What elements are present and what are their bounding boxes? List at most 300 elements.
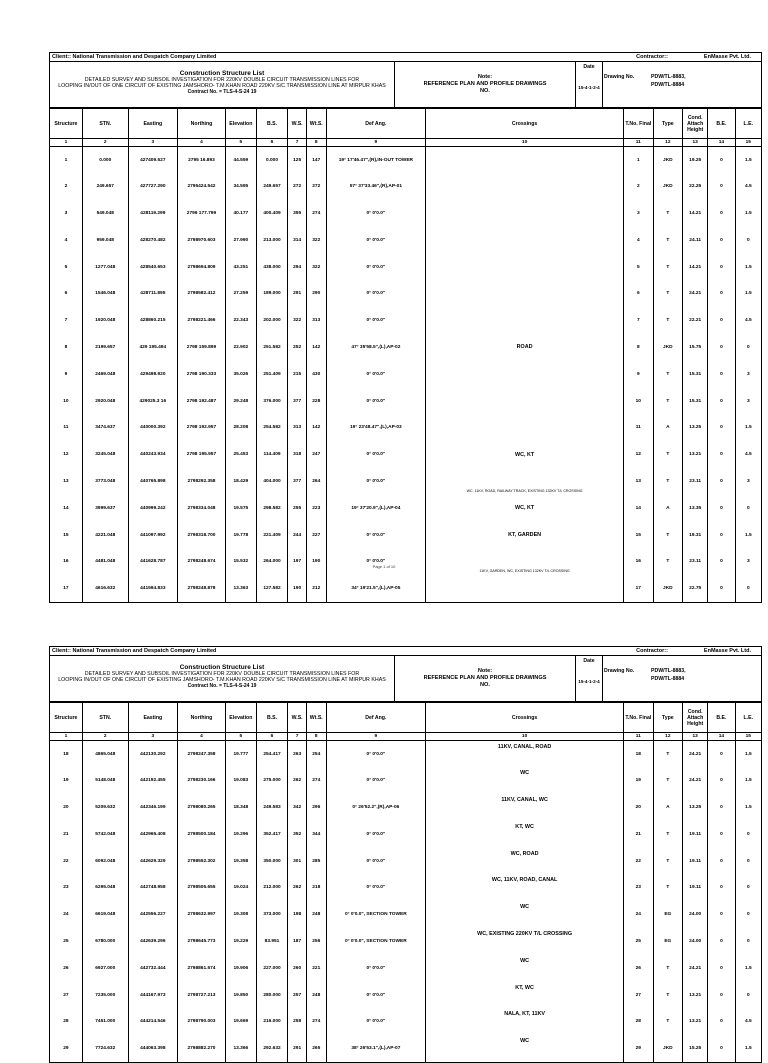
drawing-block xyxy=(603,62,761,107)
height-cell: 13.21 xyxy=(683,1008,708,1035)
height-cell: 19.25 xyxy=(683,147,708,174)
tno-cell: 26 xyxy=(624,955,654,982)
wts-cell: 212 xyxy=(306,575,326,602)
note-block xyxy=(395,62,576,107)
def-angle-cell: 38° 26'53.1",(L),AP-07 xyxy=(326,1035,426,1062)
structure-cell: 18 xyxy=(50,741,83,768)
note-label: Note: xyxy=(477,74,493,80)
le-cell: 0 xyxy=(735,848,761,875)
column-number: 11 xyxy=(624,139,654,147)
column-number: 11 xyxy=(624,733,654,741)
table-row xyxy=(50,767,762,794)
le-cell: 1.5 xyxy=(735,741,761,768)
le-cell: 1.5 xyxy=(735,280,761,307)
tno-cell: 16 xyxy=(624,548,654,575)
bs-cell: 251.409 xyxy=(256,361,288,388)
elevation-cell: 19.296 xyxy=(226,821,257,848)
column-number: 2 xyxy=(82,139,128,147)
stn-cell: 6780.000 xyxy=(82,928,128,955)
bs-cell: 264.000 xyxy=(256,548,288,575)
ws-cell: 314 xyxy=(288,227,307,254)
easting-cell: 442629.329 xyxy=(128,848,177,875)
elevation-cell: 34.595 xyxy=(226,173,257,200)
column-number: 7 xyxy=(288,139,307,147)
structure-cell: 23 xyxy=(50,874,83,901)
column-number: 1 xyxy=(50,733,83,741)
ws-cell: 187 xyxy=(288,928,307,955)
column-header: Northing xyxy=(177,703,225,733)
table-row xyxy=(50,280,762,307)
crossings-cell xyxy=(426,955,624,982)
crossing-text: NALA, KT, 11KV xyxy=(504,1011,545,1018)
table-row xyxy=(50,227,762,254)
tno-cell: 15 xyxy=(624,522,654,549)
table-row xyxy=(50,821,762,848)
crossings-cell xyxy=(426,821,624,848)
easting-cell: 442732.444 xyxy=(128,955,177,982)
crossings-cell xyxy=(426,334,624,361)
def-angle-cell: 0° 0'0.0" xyxy=(326,441,426,468)
wts-cell: 265 xyxy=(306,1035,326,1062)
type-cell: T xyxy=(653,955,683,982)
column-number: 5 xyxy=(226,733,257,741)
type-cell: T xyxy=(653,468,683,495)
be-cell: 0 xyxy=(708,147,735,174)
le-cell: 4.5 xyxy=(735,173,761,200)
be-cell: 0 xyxy=(708,901,735,928)
structure-cell: 12 xyxy=(50,441,83,468)
sheet-header xyxy=(49,62,762,108)
crossing-text: KT, GARDEN xyxy=(508,532,542,539)
easting-cell: 442748.958 xyxy=(128,874,177,901)
tno-cell: 25 xyxy=(624,928,654,955)
crossing-text: WC, KT xyxy=(515,505,535,512)
table-row xyxy=(50,173,762,200)
structure-table-page-1 xyxy=(49,108,762,603)
column-number: 14 xyxy=(708,139,735,147)
column-header: Cond. Attach Height xyxy=(683,703,708,733)
elevation-cell: 19.358 xyxy=(226,848,257,875)
type-cell: T xyxy=(653,307,683,334)
date-label: Date xyxy=(583,64,595,70)
le-cell: 1.5 xyxy=(735,254,761,281)
northing-cell: 2798 192.487 xyxy=(177,388,225,415)
stn-cell: 4481.048 xyxy=(82,548,128,575)
column-number: 5 xyxy=(226,139,257,147)
easting-cell: 442556.227 xyxy=(128,901,177,928)
stn-cell: 1920.048 xyxy=(82,307,128,334)
note-label: Note: xyxy=(477,668,493,674)
sheet-title: Construction Structure List xyxy=(179,664,265,671)
def-angle-cell: 0° 0'0.0" xyxy=(326,254,426,281)
def-angle-cell: 0° 0'0.0" xyxy=(326,307,426,334)
type-cell: T xyxy=(653,741,683,768)
column-number: 7 xyxy=(288,733,307,741)
def-angle-cell: 19° 17'46.47",(R),IN-OUT TOWER xyxy=(326,147,426,174)
crossing-text: KT, WC xyxy=(515,823,534,830)
height-cell: 14.21 xyxy=(683,200,708,227)
table-row xyxy=(50,495,762,522)
crossing-text: WC xyxy=(520,957,530,964)
table-row xyxy=(50,147,762,174)
wts-cell: 221 xyxy=(306,955,326,982)
column-number: 6 xyxy=(256,139,288,147)
column-header: B.S. xyxy=(256,109,288,139)
table-row xyxy=(50,982,762,1009)
ws-cell: 197 xyxy=(288,548,307,575)
be-cell: 0 xyxy=(708,334,735,361)
type-cell: A xyxy=(653,495,683,522)
northing-cell: 2798861.574 xyxy=(177,955,225,982)
stn-cell: 7451.000 xyxy=(82,1008,128,1035)
be-cell: 0 xyxy=(708,307,735,334)
column-header: Cond. Attach Height xyxy=(683,109,708,139)
easting-cell: 428860.215 xyxy=(128,307,177,334)
northing-cell: 2798727.213 xyxy=(177,982,225,1009)
wts-cell: 296 xyxy=(306,794,326,821)
table-body xyxy=(50,147,762,603)
ws-cell: 244 xyxy=(288,522,307,549)
crossing-note: 11KV, GARDEN, WC, EXISTING 132KV T/L CROSSING xyxy=(479,569,570,574)
sheet-page-1 xyxy=(49,52,762,603)
structure-cell: 21 xyxy=(50,821,83,848)
tno-cell: 28 xyxy=(624,1008,654,1035)
height-cell: 22.75 xyxy=(683,575,708,602)
be-cell: 0 xyxy=(708,468,735,495)
def-angle-cell: 0° 0'0.0", SECTION TOWER xyxy=(326,901,426,928)
le-cell: 1.5 xyxy=(735,414,761,441)
column-number: 2 xyxy=(82,733,128,741)
crossing-text: ROAD xyxy=(516,344,533,351)
stn-cell: 4221.048 xyxy=(82,522,128,549)
stn-cell: 2920.048 xyxy=(82,388,128,415)
tno-cell: 2 xyxy=(624,173,654,200)
northing-cell: 2795 16.893 xyxy=(177,147,225,174)
column-number: 15 xyxy=(735,733,761,741)
elevation-cell: 19.778 xyxy=(226,522,257,549)
easting-cell: 440000.392 xyxy=(128,414,177,441)
crossings-cell xyxy=(426,173,624,200)
be-cell: 0 xyxy=(708,388,735,415)
le-cell: 4.5 xyxy=(735,307,761,334)
column-header: W.S. xyxy=(288,703,307,733)
ws-cell: 190 xyxy=(288,575,307,602)
type-cell: JKD xyxy=(653,173,683,200)
def-angle-cell: 0° 0'0.0" xyxy=(326,741,426,768)
easting-cell: 441628.787 xyxy=(128,548,177,575)
crossings-cell xyxy=(426,741,624,768)
column-header: Easting xyxy=(128,109,177,139)
contractor-info xyxy=(636,53,751,61)
crossings-cell xyxy=(426,147,624,174)
bs-cell: 292.632 xyxy=(256,1035,288,1062)
crossings-cell xyxy=(426,307,624,334)
table-row xyxy=(50,548,762,575)
contract-number: Contract No. = TLS-4-S-24 19 xyxy=(187,683,257,690)
def-angle-cell: 0° 0'0.0" xyxy=(326,1008,426,1035)
structure-cell: 19 xyxy=(50,767,83,794)
le-cell: 0 xyxy=(735,901,761,928)
height-cell: 19.31 xyxy=(683,522,708,549)
table-row xyxy=(50,254,762,281)
crossings-cell xyxy=(426,874,624,901)
ws-cell: 215 xyxy=(288,361,307,388)
sheet-page-2 xyxy=(49,646,762,1063)
column-number: 8 xyxy=(306,139,326,147)
ws-cell: 262 xyxy=(288,874,307,901)
wts-cell: 218 xyxy=(306,874,326,901)
elevation-cell: 19.308 xyxy=(226,901,257,928)
crossings-cell xyxy=(426,901,624,928)
table-row xyxy=(50,848,762,875)
ws-cell: 352 xyxy=(288,821,307,848)
elevation-cell: 40.177 xyxy=(226,200,257,227)
le-cell: 1.5 xyxy=(735,767,761,794)
table-row xyxy=(50,741,762,768)
column-number: 3 xyxy=(128,139,177,147)
column-header-row xyxy=(50,109,762,139)
column-number: 4 xyxy=(177,733,225,741)
elevation-cell: 19.777 xyxy=(226,741,257,768)
be-cell: 0 xyxy=(708,254,735,281)
column-header: Northing xyxy=(177,109,225,139)
column-header: Wt.S. xyxy=(306,703,326,733)
bs-cell: 189.000 xyxy=(256,280,288,307)
column-number-row xyxy=(50,139,762,147)
height-cell: 15.31 xyxy=(683,388,708,415)
structure-cell: 15 xyxy=(50,522,83,549)
column-number: 15 xyxy=(735,139,761,147)
type-cell: T xyxy=(653,874,683,901)
height-cell: 19.11 xyxy=(683,848,708,875)
crossings-cell xyxy=(426,1035,624,1062)
bs-cell: 227.000 xyxy=(256,955,288,982)
bs-cell: 438.000 xyxy=(256,254,288,281)
easting-cell: 429498.920 xyxy=(128,361,177,388)
def-angle-cell: 34° 19'21.5",(L),AP-05 xyxy=(326,575,426,602)
column-number: 1 xyxy=(50,139,83,147)
column-header: L.E. xyxy=(735,703,761,733)
column-header: Type xyxy=(653,109,683,139)
table-row xyxy=(50,468,762,495)
def-angle-cell: 0° 0'0.0" xyxy=(326,548,426,575)
northing-cell: 2798 192.957 xyxy=(177,414,225,441)
bs-cell: 127.582 xyxy=(256,575,288,602)
structure-cell: 28 xyxy=(50,1008,83,1035)
date-value: 15-4-1-2-4 xyxy=(578,84,600,90)
crossing-text: 11KV, CANAL, WC xyxy=(501,797,548,804)
table-row xyxy=(50,334,762,361)
easting-cell: 441097.992 xyxy=(128,522,177,549)
table-body xyxy=(50,741,762,1063)
structure-cell: 20 xyxy=(50,794,83,821)
tno-cell: 4 xyxy=(624,227,654,254)
ws-cell: 291 xyxy=(288,280,307,307)
def-angle-cell: 47° 35'58.5",(L),AP-02 xyxy=(326,334,426,361)
bs-cell: 298.582 xyxy=(256,495,288,522)
wts-cell: 227 xyxy=(306,522,326,549)
type-cell: T xyxy=(653,821,683,848)
def-angle-cell: 0° 0'0.0" xyxy=(326,280,426,307)
note-block xyxy=(395,656,576,701)
ws-cell: 313 xyxy=(288,414,307,441)
drawing-label: Drawing No. xyxy=(604,74,635,80)
column-number: 13 xyxy=(683,733,708,741)
ws-cell: 262 xyxy=(288,767,307,794)
column-header: STN. xyxy=(82,109,128,139)
drawing-number-1: PDW/TL-8883, xyxy=(651,74,686,80)
stn-cell: 959.048 xyxy=(82,227,128,254)
northing-cell: 2798247.358 xyxy=(177,741,225,768)
wts-cell: 190 xyxy=(306,548,326,575)
table-row xyxy=(50,200,762,227)
easting-cell: 427727.290 xyxy=(128,173,177,200)
column-number: 10 xyxy=(426,733,624,741)
def-angle-cell: 0° 0'0.0" xyxy=(326,874,426,901)
elevation-cell: 44.559 xyxy=(226,147,257,174)
be-cell: 0 xyxy=(708,522,735,549)
northing-cell: 2795424.542 xyxy=(177,173,225,200)
elevation-cell: 19.575 xyxy=(226,495,257,522)
def-angle-cell: 0° 0'0.0" xyxy=(326,468,426,495)
le-cell: 1.5 xyxy=(735,522,761,549)
structure-cell: 3 xyxy=(50,200,83,227)
ws-cell: 257 xyxy=(288,982,307,1009)
def-angle-cell: 0° 0'0.0" xyxy=(326,200,426,227)
stn-cell: 5148.048 xyxy=(82,767,128,794)
def-angle-cell: 19° 37'20.9",(L),AP-04 xyxy=(326,495,426,522)
bs-cell: 280.000 xyxy=(256,982,288,1009)
elevation-cell: 18.348 xyxy=(226,794,257,821)
crossings-cell xyxy=(426,200,624,227)
bs-cell: 400.409 xyxy=(256,200,288,227)
elevation-cell: 27.990 xyxy=(226,227,257,254)
be-cell: 0 xyxy=(708,1035,735,1062)
column-header: Def Ang. xyxy=(326,703,426,733)
easting-cell: 444214.546 xyxy=(128,1008,177,1035)
wts-cell: 344 xyxy=(306,821,326,848)
height-cell: 15.31 xyxy=(683,361,708,388)
le-cell: 1.5 xyxy=(735,955,761,982)
column-header: L.E. xyxy=(735,109,761,139)
contractor-info xyxy=(636,647,751,655)
wts-cell: 142 xyxy=(306,414,326,441)
column-header: B.E. xyxy=(708,703,735,733)
ws-cell: 322 xyxy=(288,307,307,334)
bs-cell: 221.409 xyxy=(256,522,288,549)
type-cell: JKD xyxy=(653,334,683,361)
structure-cell: 25 xyxy=(50,928,83,955)
stn-cell: 6619.048 xyxy=(82,901,128,928)
drawing-number-1: PDW/TL-8883, xyxy=(651,668,686,674)
le-cell: 3 xyxy=(735,468,761,495)
crossings-cell xyxy=(426,848,624,875)
type-cell: T xyxy=(653,522,683,549)
northing-cell: 2798552.302 xyxy=(177,848,225,875)
northing-cell: 2798505.655 xyxy=(177,874,225,901)
type-cell: T xyxy=(653,227,683,254)
tno-cell: 3 xyxy=(624,200,654,227)
description-line-2: LOOPING IN/OUT OF ONE CIRCUIT OF EXISTING JAMSHORO- T.M.KHAN ROAD 220KV S/C TRANSMISSION LINE AT MIRPUR KHAS xyxy=(58,83,386,90)
height-cell: 19.11 xyxy=(683,821,708,848)
tno-cell: 23 xyxy=(624,874,654,901)
be-cell: 0 xyxy=(708,874,735,901)
height-cell: 24.11 xyxy=(683,227,708,254)
elevation-cell: 19.669 xyxy=(226,1008,257,1035)
height-cell: 22.25 xyxy=(683,173,708,200)
wts-cell: 285 xyxy=(306,848,326,875)
tno-cell: 17 xyxy=(624,575,654,602)
note-text-2: NO. xyxy=(480,88,490,94)
column-header: B.E. xyxy=(708,109,735,139)
height-cell: 13.21 xyxy=(683,441,708,468)
table-row xyxy=(50,575,762,602)
northing-cell: 2798248.674 xyxy=(177,548,225,575)
drawing-values xyxy=(643,74,686,107)
client-label: Client:: National Transmission and Despatch Company Limited xyxy=(52,648,217,654)
be-cell: 0 xyxy=(708,928,735,955)
drawing-block xyxy=(603,656,761,701)
tno-cell: 1 xyxy=(624,147,654,174)
type-cell: A xyxy=(653,794,683,821)
northing-cell: 2798500.184 xyxy=(177,821,225,848)
structure-cell: 1 xyxy=(50,147,83,174)
crossings-cell xyxy=(426,794,624,821)
crossings-cell xyxy=(426,928,624,955)
le-cell: 0 xyxy=(735,874,761,901)
le-cell: 1.5 xyxy=(735,794,761,821)
northing-cell: 2798 190.333 xyxy=(177,361,225,388)
northing-cell: 2798694.809 xyxy=(177,254,225,281)
contractor-value: EnMasse Pvt. Ltd. xyxy=(703,54,751,60)
easting-cell: 444063.398 xyxy=(128,1035,177,1062)
drawing-values xyxy=(643,668,686,701)
column-header: W.S. xyxy=(288,109,307,139)
structure-cell: 22 xyxy=(50,848,83,875)
table-row xyxy=(50,928,762,955)
elevation-cell: 13.363 xyxy=(226,575,257,602)
ws-cell: 377 xyxy=(288,388,307,415)
easting-cell: 444167.973 xyxy=(128,982,177,1009)
easting-cell: 427409.527 xyxy=(128,147,177,174)
elevation-cell: 22.902 xyxy=(226,334,257,361)
tno-cell: 18 xyxy=(624,741,654,768)
def-angle-cell: 0° 0'0.0", SECTION TOWER xyxy=(326,928,426,955)
be-cell: 0 xyxy=(708,173,735,200)
tno-cell: 19 xyxy=(624,767,654,794)
crossings-cell xyxy=(426,468,624,495)
bs-cell: 373.000 xyxy=(256,901,288,928)
crossing-text: WC, KT xyxy=(515,451,535,458)
height-cell: 14.21 xyxy=(683,254,708,281)
height-cell: 13.35 xyxy=(683,495,708,522)
column-number: 12 xyxy=(653,733,683,741)
tno-cell: 29 xyxy=(624,1035,654,1062)
tno-cell: 8 xyxy=(624,334,654,361)
ws-cell: 294 xyxy=(288,254,307,281)
wts-cell: 322 xyxy=(306,254,326,281)
stn-cell: 3999.637 xyxy=(82,495,128,522)
structure-cell: 11 xyxy=(50,414,83,441)
easting-cell: 428270.482 xyxy=(128,227,177,254)
wts-cell: 430 xyxy=(306,361,326,388)
stn-cell: 0.000 xyxy=(82,147,128,174)
column-header: Elevation xyxy=(226,109,257,139)
bs-cell: 114.409 xyxy=(256,441,288,468)
easting-cell: 428540.653 xyxy=(128,254,177,281)
le-cell: 3 xyxy=(735,388,761,415)
elevation-cell: 28.208 xyxy=(226,414,257,441)
